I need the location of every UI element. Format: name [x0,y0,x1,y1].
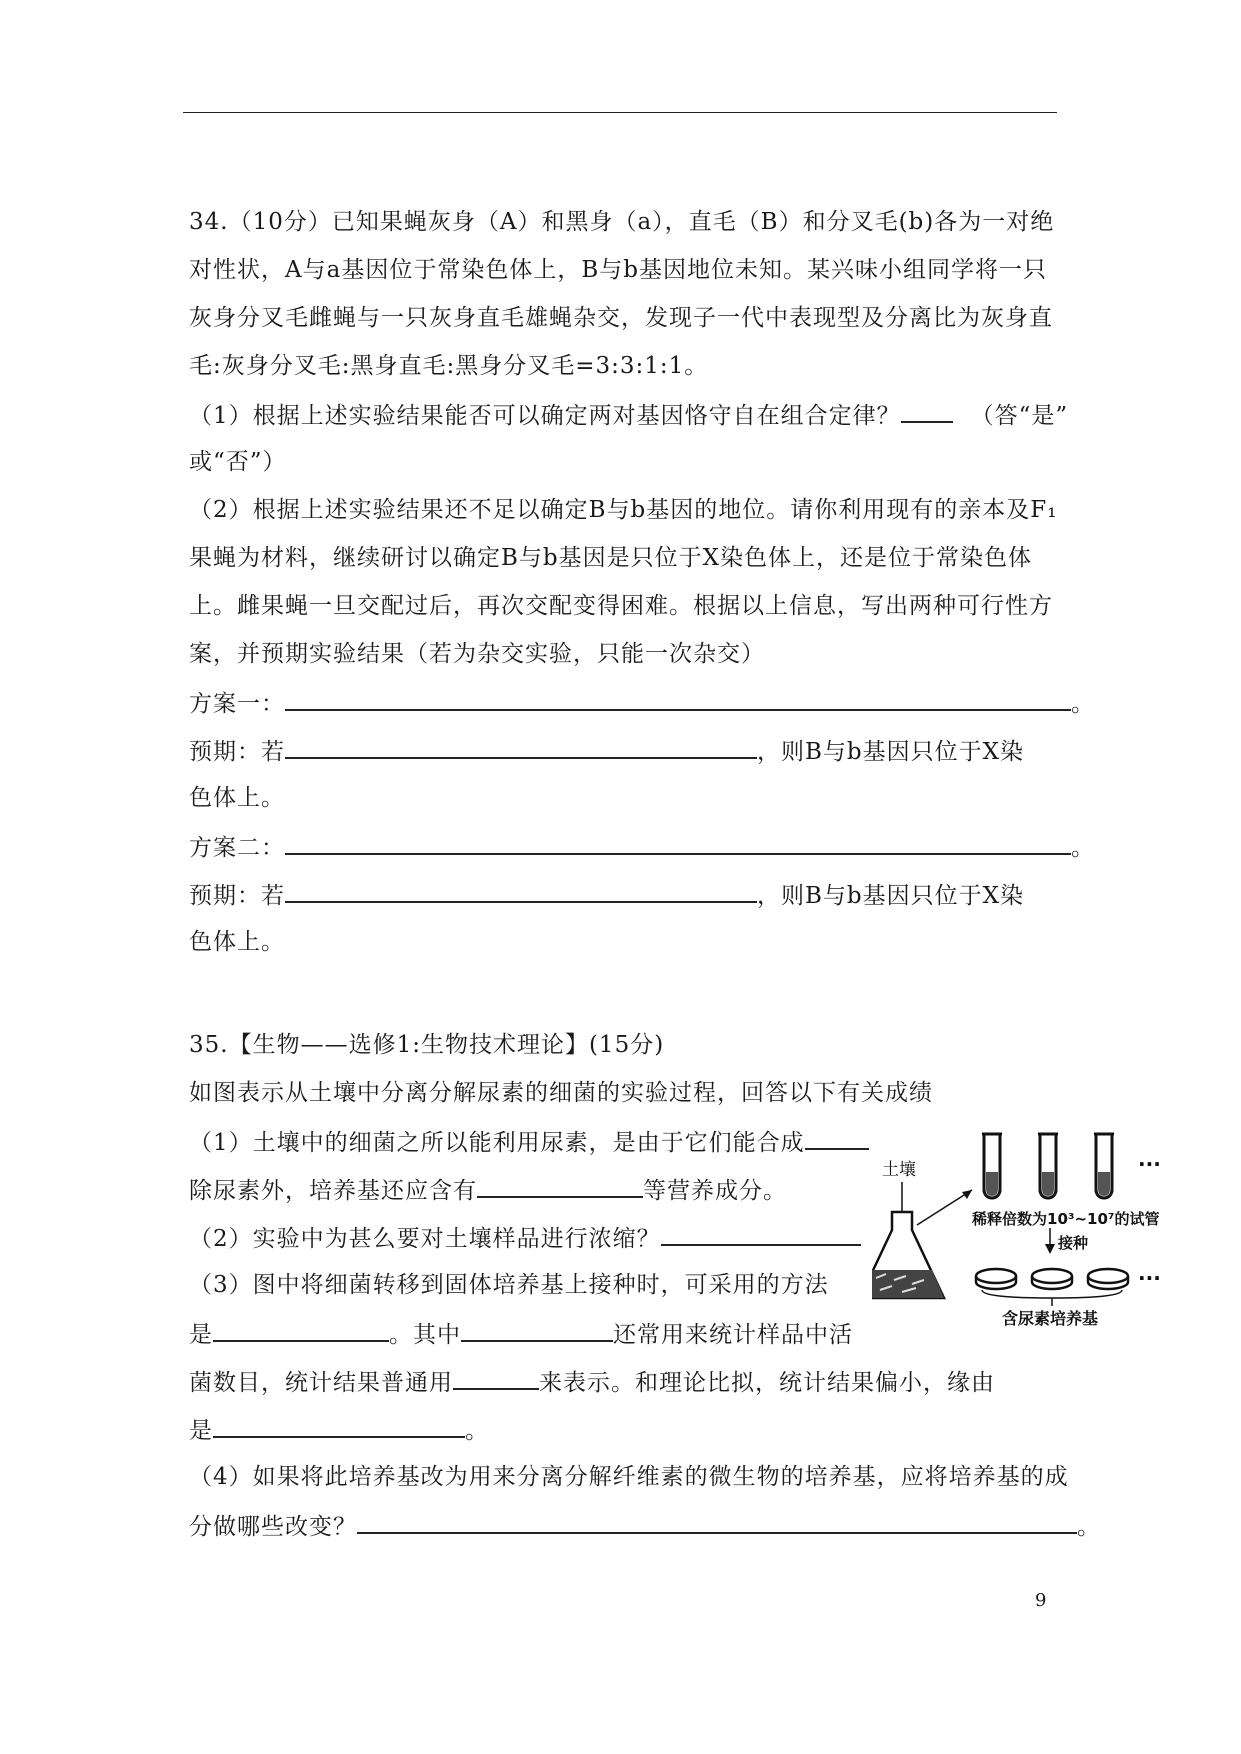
expect2-line2: 色体上。 [189,929,285,955]
answer-blank-sub1[interactable] [901,399,953,423]
q35-s1b-a: 除尿素外，培养基还应含有 [189,1178,477,1204]
soil-label: 土壤 [882,1160,916,1180]
plan2-row [189,831,1095,863]
expect1-line2: 色体上。 [189,785,285,811]
q35-s4b-text: 分做哪些改变？ [189,1514,357,1540]
answer-blank-plan1[interactable] [285,687,1071,711]
q35-s1-text: （1）土壤中的细菌之所以能利用尿素，是由于它们能合成 [189,1130,805,1156]
petri-dish-icon [976,1269,1016,1289]
q34-sub1-text: （1）根据上述实验结果能否可以确定两对基因恪守自在组合定律？ [189,403,901,429]
q35-s3b-b: 。其中 [389,1322,461,1348]
q35-s2-text: （2）实验中为甚么要对土壤样品进行浓缩？ [189,1226,661,1252]
q34-line-3: 灰身分叉毛雌蝇与一只灰身直毛雄蝇杂交，发现子一代中表现型及分离比为灰身直 [189,305,1053,331]
expect2-row [189,879,1024,911]
q34-line-4: 毛:灰身分叉毛:黑身直毛:黑身分叉毛=3:3:1:1。 [189,353,709,379]
medium-label: 含尿素培养基 [1002,1309,1099,1328]
q35-s1b [189,1174,787,1206]
dishes-ellipsis: ... [1138,1261,1161,1285]
q35-s3d-b: 。 [465,1418,489,1444]
q35-s3b [189,1318,853,1350]
q35-s4b-end: 。 [1077,1514,1101,1540]
q35-s3d [189,1414,489,1446]
plan2-end: 。 [1071,835,1095,861]
experiment-diagram [872,1130,1212,1340]
q34-sub2-line-3: 上。雌果蝇一旦交配过后，再次交配变得困难。根据以上信息，写出两种可行性方 [189,593,1053,619]
test-tube-icon [1094,1134,1114,1198]
q35-s3c [189,1366,995,1398]
dishes-brace [982,1290,1122,1298]
answer-blank-s3-which[interactable] [461,1318,613,1342]
q35-s4b [189,1510,1101,1542]
tubes-label: 稀释倍数为10³~10⁷的试管 [972,1210,1160,1228]
q34-sub1 [189,399,1068,431]
q35-title: 35.【生物——选修1:生物技术理论】(15分) [189,1032,665,1058]
arrow-head-tubes [962,1190,972,1199]
q35-s3d-a: 是 [189,1418,213,1444]
expect2-tail: ，则B与b基因只位于X染 [757,883,1024,909]
page-number: 9 [1035,1590,1047,1611]
plan2-label: 方案二： [189,835,285,861]
answer-blank-plan2[interactable] [285,831,1071,855]
answer-blank-expect2[interactable] [285,879,757,903]
q35-s3: （3）图中将细菌转移到固体培养基上接种时，可采用的方法 [189,1272,829,1298]
answer-blank-s3-count[interactable] [453,1366,539,1390]
q34-sub1-line2: 或“否”） [189,449,287,475]
arrow-to-tubes [917,1190,972,1225]
petri-dish-icon [1032,1269,1072,1289]
answer-blank-s1b[interactable] [477,1174,643,1198]
q35-s2 [189,1222,861,1254]
q34-line-2: 对性状，A与a基因位于常染色体上，B与b基因地位未知。某兴味小组同学将一只 [189,257,1047,283]
arrow-head-down [1045,1244,1055,1254]
q35-s1b-b: 等营养成分。 [643,1178,787,1204]
q35-s3b-c: 还常用来统计样品中活 [613,1322,853,1348]
expect1-tail: ，则B与b基因只位于X染 [757,739,1024,765]
test-tube-icon [1038,1134,1058,1198]
q35-s4: （4）如果将此培养基改为用来分离分解纤维素的微生物的培养基，应将培养基的成 [189,1464,1069,1490]
petri-dish-icon [1088,1269,1128,1289]
q34-sub2-line-2: 果蝇为材料，继续研讨以确定B与b基因是只位于X染色体上，还是位于常染色体 [189,545,1032,571]
q35-s3c-a: 菌数目，统计结果普通用 [189,1370,453,1396]
expect2-label: 预期：若 [189,883,285,909]
answer-blank-s1[interactable] [805,1126,869,1150]
q35-s3c-b: 来表示。和理论比拟，统计结果偏小，缘由 [539,1370,995,1396]
answer-blank-s2[interactable] [661,1222,861,1246]
q34-sub2-line-4: 案，并预期实验结果（若为杂交实验，只能一次杂交） [189,641,765,667]
plan1-row [189,687,1095,719]
expect1-label: 预期：若 [189,739,285,765]
header-rule [183,112,1057,113]
q35-s3b-a: 是 [189,1322,213,1348]
answer-blank-s4[interactable] [357,1510,1077,1534]
plan1-end: 。 [1071,691,1095,717]
q34-sub1-tail: （答“是” [970,403,1069,429]
q34-sub2-line-1: （2）根据上述实验结果还不足以确定B与b基因的地位。请你利用现有的亲本及F₁ [189,497,1058,523]
test-tube-icon [982,1134,1002,1198]
q34-line-1: 34.（10分）已知果蝇灰身（A）和黑身（a），直毛（B）和分叉毛(b)各为一对绝 [189,209,1055,235]
q35-intro: 如图表示从土壤中分离分解尿素的细菌的实验过程，回答以下有关成绩 [189,1080,933,1106]
answer-blank-s3-reason[interactable] [213,1414,465,1438]
tubes-ellipsis: ... [1138,1147,1161,1171]
answer-blank-s3-method[interactable] [213,1318,389,1342]
inoculate-label: 接种 [1058,1234,1089,1252]
flask-icon [872,1212,944,1298]
expect1-row [189,735,1024,767]
plan1-label: 方案一： [189,691,285,717]
answer-blank-expect1[interactable] [285,735,757,759]
q35-s1 [189,1126,869,1158]
